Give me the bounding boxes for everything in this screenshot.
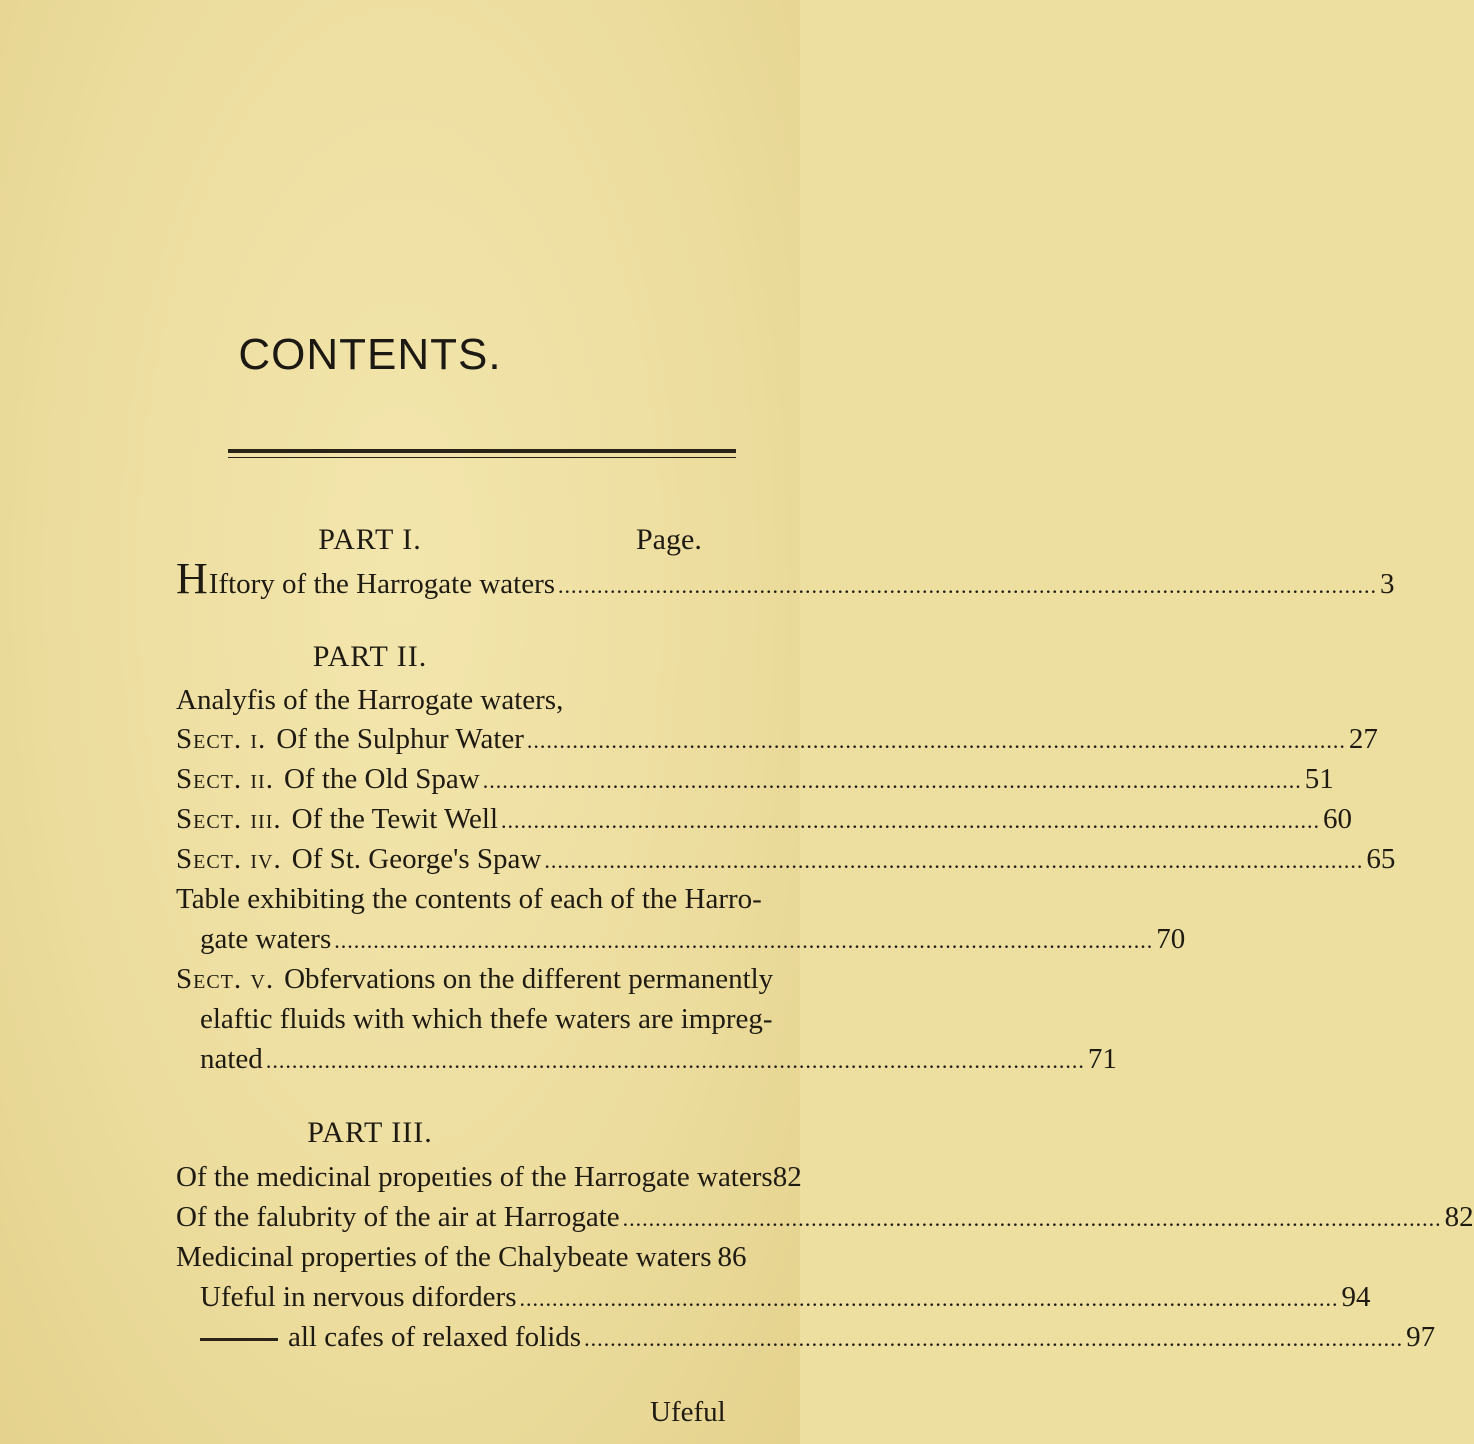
dot-leader: .............................................................................................................................. — [265, 1048, 1085, 1073]
drop-cap: H — [176, 554, 208, 603]
entry-page: 82 — [1444, 1201, 1474, 1233]
page-column-label: Page. — [636, 523, 702, 556]
toc-entry — [176, 799, 1353, 839]
dot-leader: .............................................................................................................................. — [584, 1326, 1404, 1351]
toc-entry — [200, 1317, 1436, 1357]
dot-leader: .............................................................................................................................. — [526, 728, 1346, 753]
toc-entry — [176, 1237, 747, 1277]
part-2-heading: PART II. — [312, 640, 428, 673]
entry-page: 51 — [1304, 763, 1334, 795]
title-rule-thin — [228, 457, 736, 458]
toc-entry — [176, 719, 1378, 759]
entry-page: 86 — [717, 1241, 747, 1273]
dot-leader: .............................................................................................................................. — [482, 768, 1302, 793]
section-label: Sect. iii. — [176, 803, 282, 835]
sect-5-line-1 — [176, 959, 773, 999]
toc-entry — [176, 839, 1396, 879]
toc-entry — [176, 1197, 1474, 1237]
toc-entry — [200, 1039, 1117, 1079]
part-3-heading: PART III. — [307, 1116, 433, 1149]
entry-page: 71 — [1087, 1043, 1117, 1075]
entry-text: Of the medicinal propeıties of the Harrogate waters — [176, 1161, 773, 1193]
dot-leader: .............................................................................................................................. — [334, 928, 1154, 953]
entry-text: Medicinal properties of the Chalybeate waters — [176, 1241, 712, 1273]
toc-entry — [200, 919, 1186, 959]
dot-leader: .............................................................................................................................. — [558, 573, 1378, 598]
entry-text: Of St. George's Spaw — [291, 843, 542, 875]
entry-text: Ufeful in nervous diforders — [200, 1281, 517, 1313]
entry-text: all cafes of relaxed folids — [288, 1321, 582, 1353]
entry-page: 70 — [1156, 923, 1186, 955]
catchword: Ufeful — [650, 1396, 726, 1428]
ditto-rule — [200, 1338, 278, 1341]
entry-text: nated — [200, 1043, 263, 1075]
entry-text: Of the Tewit Well — [291, 803, 499, 835]
sect-5-line-2: elaftic fluids with which thefe waters are impreg- — [200, 1003, 773, 1035]
dot-leader: .............................................................................................................................. — [544, 848, 1364, 873]
title-rule-thick — [228, 449, 736, 453]
toc-entry — [200, 1277, 1371, 1317]
section-label: Sect. v. — [176, 963, 275, 995]
part-1-heading: PART I. — [318, 523, 422, 556]
toc-entry — [176, 759, 1334, 799]
entry-page: 94 — [1341, 1281, 1371, 1313]
dot-leader: .............................................................................................................................. — [501, 808, 1321, 833]
toc-entry — [176, 1157, 802, 1197]
entry-text: Of the Old Spaw — [283, 763, 480, 795]
section-label: Sect. ii. — [176, 763, 274, 795]
section-label: Sect. iv. — [176, 843, 282, 875]
entry-page: 60 — [1323, 803, 1353, 835]
dot-leader: .............................................................................................................................. — [622, 1206, 1442, 1231]
dot-leader: .............................................................................................................................. — [519, 1286, 1339, 1311]
toc-entry — [176, 554, 1395, 604]
section-label: Sect. i. — [176, 723, 267, 755]
entry-text: Obfervations on the different permanently — [284, 963, 774, 995]
entry-page: 97 — [1406, 1321, 1436, 1353]
entry-page: 27 — [1348, 723, 1378, 755]
part-2-intro: Analyfis of the Harrogate waters, — [176, 684, 564, 716]
page-title: CONTENTS. — [238, 330, 502, 379]
entry-text: Of the Sulphur Water — [276, 723, 524, 755]
table-entry-line-1: Table exhibiting the contents of each of the Harro- — [176, 883, 762, 915]
entry-text: gate waters — [200, 923, 332, 955]
entry-page: 82 — [772, 1161, 802, 1193]
entry-page: 3 — [1380, 568, 1395, 600]
entry-page: 65 — [1366, 843, 1396, 875]
entry-text: Of the falubrity of the air at Harrogate — [176, 1201, 620, 1233]
entry-text: Iftory of the Harrogate waters — [208, 568, 556, 600]
